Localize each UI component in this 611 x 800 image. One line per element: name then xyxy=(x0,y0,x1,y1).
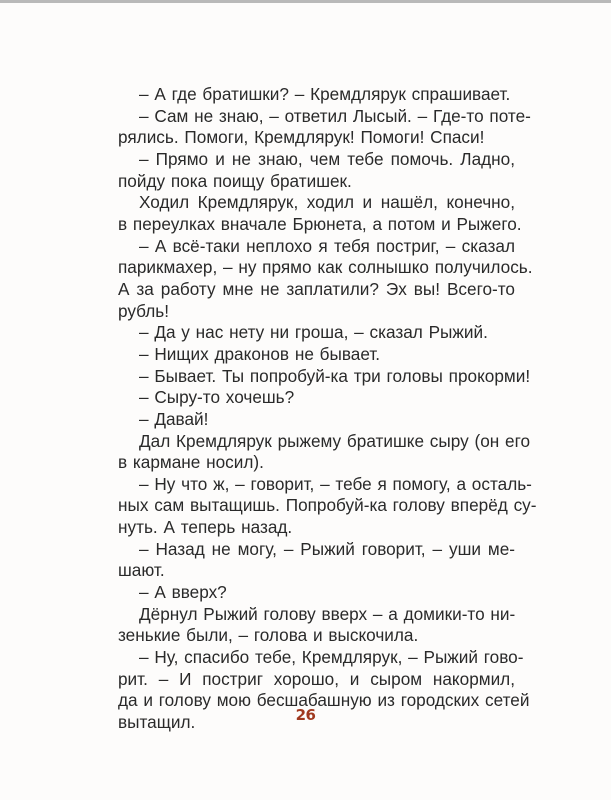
text-line: шают. xyxy=(118,560,165,581)
paragraph xyxy=(97,387,515,409)
text-line: ных сам вытащишь. Попробуй-ка голову вперёд су- xyxy=(118,495,537,516)
paragraph xyxy=(97,430,531,474)
paragraph xyxy=(97,473,537,539)
text-line: Дал Кремдлярук рыжему братишке сыру (он его xyxy=(139,430,531,451)
text-line: – Ну что ж, – говорит, – тебе я помогу, а осталь- xyxy=(139,473,532,494)
text-line: – Назад не могу, – Рыжий говорит, – уши ме- xyxy=(139,538,515,559)
text-line: – Ну, спасибо тебе, Кремдлярук, – Рыжий гово- xyxy=(139,647,524,668)
text-line: вытащил. xyxy=(118,712,196,733)
text-line: рубль! xyxy=(118,300,169,321)
text-line: – Сыру-то хочешь? xyxy=(139,387,295,408)
text-line: пойду пока поищу братишек. xyxy=(118,170,352,191)
paragraph xyxy=(97,409,515,431)
paragraph xyxy=(97,192,522,235)
text-line: да и голову мою бесшабашную из городских сетей xyxy=(118,690,530,711)
text-line: – Нищих драконов не бывает. xyxy=(139,343,381,364)
paragraph xyxy=(97,149,515,192)
text-line: – Да у нас нету ни гроша, – сказал Рыжий. xyxy=(139,322,488,343)
text-line: А за работу мне не заплатили? Эх вы! Всего-то xyxy=(118,278,515,299)
text-line: Дёрнул Рыжий голову вверх – а домики-то ни- xyxy=(139,603,516,624)
text-line: рит. – И постриг хорошо, и сыром накормил, xyxy=(118,668,515,689)
text-line: – Сам не знаю, – ответил Лысый. – Где-то поте- xyxy=(139,105,531,126)
top-edge-rule xyxy=(0,0,611,3)
text-line: зенькие были, – голова и выскочила. xyxy=(118,625,419,646)
text-line: парикмахер, – ну прямо как солнышко получилось. xyxy=(118,257,533,278)
text-line: Ходил Кремдлярук, ходил и нашёл, конечно, xyxy=(139,192,515,213)
paragraph xyxy=(97,235,533,323)
paragraph xyxy=(97,344,515,366)
paragraph xyxy=(97,604,515,647)
paragraph xyxy=(97,539,515,582)
text-line: – А вверх? xyxy=(139,582,227,603)
text-line: – А где братишки? – Кремдлярук спрашивает. xyxy=(139,84,511,104)
text-line: – Бывает. Ты попробуй-ка три головы прокорми! xyxy=(139,365,531,386)
text-line: в кармане носил). xyxy=(118,452,264,473)
paragraph xyxy=(97,365,531,388)
text-line: – Давай! xyxy=(139,408,209,429)
text-line: нуть. А теперь назад. xyxy=(118,517,293,538)
paragraph xyxy=(97,84,515,106)
page-body-text xyxy=(97,84,537,734)
text-line: рялись. Помоги, Кремдлярук! Помоги! Спаси! xyxy=(118,127,485,148)
text-line: – А всё-таки неплохо я тебя постриг, – сказал xyxy=(139,235,515,256)
paragraph xyxy=(97,322,515,344)
paragraph xyxy=(97,105,531,149)
paragraph xyxy=(97,582,515,604)
text-line: – Прямо и не знаю, чем тебе помочь. Ладно, xyxy=(139,148,515,169)
page-number: 26 xyxy=(295,706,316,724)
text-line: в переулках вначале Брюнета, а потом и Рыжего. xyxy=(118,213,522,234)
